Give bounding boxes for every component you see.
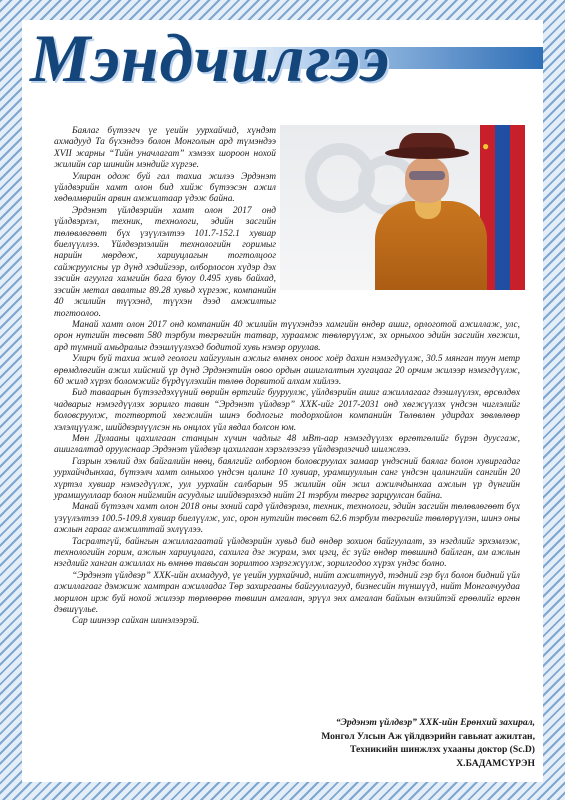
paragraph: Баялаг бүтээгч үе үеийн уурхайчид, хүндэт ахмадууд Та бүхэндээ болон Монголын ард түмэндээ XVII жарны “Тийн уначлагат” хэмээх шороон нохой жилийн сар шинийн мэндийг хүргэе. <box>54 126 276 171</box>
signature-block <box>321 716 535 770</box>
paragraph: Мөн Дулааны цахилгаан станцын хүчин чадлыг 48 мВт-аар нэмэгдүүлэх өргөтгөлийг бүрэн дуусгаж, ашиглалтад оруулснаар Эрдэнэт үйлдвэр цахилгаан хэрэглээгээ үйлдвэрлэгчид шилжлээ. <box>54 433 520 456</box>
paragraph: Улирч буй тахиа жилд геологи хайгуулын ажлыг өмнөх оноос хоёр дахин нэмэгдүүлж, 30.5 мянган туун метр өрөмдлөгийн ажил хийсний үр дүнд Эрдэнэтийн овоо ордын ашиглалтын хугацааг 20 орчим жилээр нэмэгдүүлж, 60 жилд хүрэх боломжийг бүрдүүлэхийн төлөө дорвитой алхам хийлээ. <box>54 354 520 387</box>
letter-body <box>54 126 520 628</box>
signature-line: Техникийн шинжлэх ухааны доктор (Sc.D) <box>349 744 535 755</box>
page-title: Мэндчилгээ <box>30 20 391 96</box>
paragraph: Тасралтгүй, байнгын ажиллагаатай үйлдвэрийн хувьд бид өндөр зохион байгуулалт, зэ нэгдлийг эрхэмлэж, технологийн горим, ажлын хариуцлага, сахилга дэг журам, эмх цэгц, ёс зүйг өндөр төвшинд байлган, ам ажлын нэгдлийг ханган ажиллах нь өмнөө тавьсан зорилтоо хэрэгжүүлж, зорилгодоо хүрэх үндэс болно. <box>54 536 520 570</box>
signature-line: “Эрдэнэт үйлдвэр” ХХК-ийн Ерөнхий захирал, <box>335 717 535 728</box>
signature-line: Монгол Улсын Аж үйлдвэрийн гавьяат ажилтан, <box>321 730 535 742</box>
soyombo-icon: ● <box>482 139 490 153</box>
paragraph-text: Эрдэнэт үйлдвэрийн хамт олон 2017 онд үйлдвэрлэл, техник, технологи, эдийн засгийн төлөвлөгөөт бүх үзүүлэлтээ 101.7-152.1 хувиар биелүүллээ. Үйлдвэрлэлийн технологийн горимыг нарийн мөрдөж, хариуцлагын тогтолцоог сайжруулсны үр дүнд хэдийгээр, олборлосон хүдэр дэх зэсийн агуулга хамгийн бага буюу 0.495 хувь байхад, зэсийн метал авалтыг 89.28 хувьд хүргэж, компанийн 40 жилийн түүхэнд, түүхэн дээд амжилтыг тогтоолоо. <box>54 205 276 319</box>
paragraph: “Эрдэнэт үйлдвэр” ХХК-ийн ахмадууд, үе үеийн уурхайчид, нийт ажилтнууд, тэдний гэр бүл болон бидний үйл ажиллагааг дэмжиж хамтран ажилладаг Төр захиргааны байгууллагууд, бизнесийн түншүүд, нийт Монголчуудаа морилон ирж буй нохой жилээр төрлөөрөө төвшин амгалан, эрүүл энх амгалан байхын өлзийтэй ерөөлийг өргөн дэвшүүлье. <box>54 570 520 616</box>
paragraph: Сар шинээр сайхан шинэлээрэй. <box>72 616 200 627</box>
paragraph <box>54 206 276 320</box>
paragraph: Манай хамт олон 2017 онд компанийн 40 жилийн түүхэндээ хамгийн өндөр ашиг, орлоготой ажиллаж, улс, орон нутгийн төсөвт 580 тэрбум төгрөгийн татвар, хураамж төвлөрүүлж, эх орныхоо эдийн засгийн хөгжил, ард түмний амьдралыг дээшлүүлэхэд бодитой хувь нэмэр оруулав. <box>54 319 520 353</box>
paragraph: Манай бүтээлч хамт олон 2018 оны эхний сард үйлдвэрлэл, техник, технологи, эдийн засгийн төлөвлөгөөт бүх үзүүлэлтээ 100.5-109.8 хувиар биелүүлж, улс, орон нутгийн төсөвт 62.6 тэрбум төгрөгийг төвлөрүүлэн, шинэ оны ажлын гарааг амжилттай эхлүүлээ. <box>54 502 520 536</box>
signature-name: Х.БАДАМСҮРЭН <box>456 757 535 769</box>
paragraph: Газрын хэвлий дэх байгалийн нөөц, баялгийг олборлон боловсруулах замаар үндэсний баялаг болон хувиргадаг уурхайчдынхаа, бүтээлч хамт олныхоо үндсэн цалинг 10 хувиар, урамшууллын санг үндсэн цалингийн сангийн 20 хүртэл хувиар нэмэгдүүлж, уул уурхайн салбарын 95 жилийн ойн жил ажилчдынхаа ажлын үр дүнгийн урамшууллаар болон нийгмийн асуудлыг шийдвэрлэхэд нийт 21 тэрбум төгрөг зарцуулсан байна. <box>54 456 520 501</box>
paragraph: Бид таваарын бүтээгдэхүүний өөрийн өртгийг бууруулж, үйлдвэрийн ашиг ажиллагааг дээшлүүлэх, өрсөлдөх чадварыг нэмэгдүүлэх зорилго тавин “Эрдэнэт үйлдвэр” ХХК-ийг 2017-2031 онд хөгжүүлэх үндсэн чиглэлийг боловсруулж, тогтвортой хөгжлийн шинэ бодлогыг тодорхойлон компанийн Төлөвлөн удирдах зөвлөлөөр хэлэлцүүлж, шийдвэрлүүлсэн нь онцлох үйл явдал болсон юм. <box>54 388 520 433</box>
paragraph: Улиран одож буй гал тахиа жилээ Эрдэнэт үйлдвэрийн хамт олон бид хийж бүтээсэн ажил хөдөлмөрийн арвин амжилтаар үдэж байна. <box>54 171 276 205</box>
